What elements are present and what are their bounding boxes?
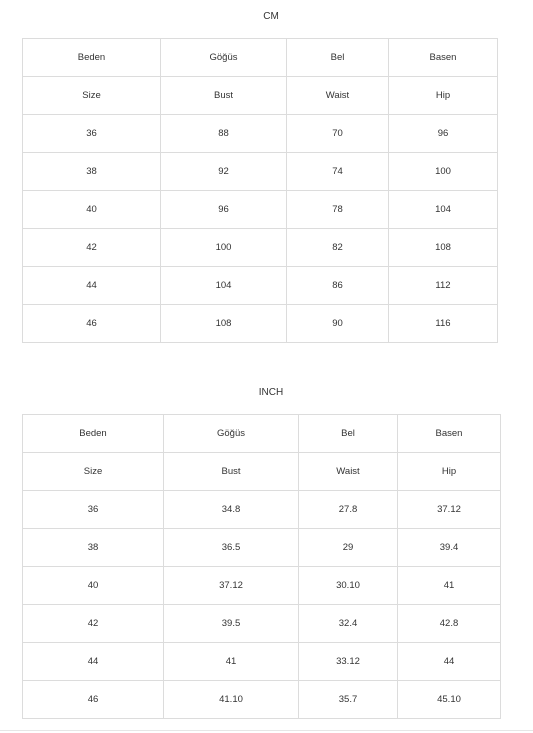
cm-table-row: [23, 267, 498, 305]
inch-table-cell: 35.7: [299, 681, 398, 719]
inch-table-cell: 27.8: [299, 491, 398, 529]
cm-section-title: CM: [263, 11, 279, 22]
cm-table-cell: 90: [287, 305, 389, 343]
inch-table-cell: Bust: [164, 453, 299, 491]
inch-table-cell: 45.10: [398, 681, 501, 719]
inch-table-cell: 42.8: [398, 605, 501, 643]
cm-table-cell: Beden: [23, 39, 161, 77]
inch-table-cell: 37.12: [164, 567, 299, 605]
inch-table-cell: 30.10: [299, 567, 398, 605]
inch-table-cell: 40: [23, 567, 164, 605]
inch-table-cell: 42: [23, 605, 164, 643]
inch-table-cell: Hip: [398, 453, 501, 491]
cm-table-row: [23, 39, 498, 77]
cm-table-row: [23, 153, 498, 191]
inch-table-cell: 46: [23, 681, 164, 719]
cm-table-row: [23, 77, 498, 115]
cm-table-cell: 46: [23, 305, 161, 343]
cm-table-cell: 96: [161, 191, 287, 229]
cm-table-cell: Size: [23, 77, 161, 115]
inch-table-cell: 44: [398, 643, 501, 681]
cm-table-cell: 92: [161, 153, 287, 191]
inch-table-cell: 32.4: [299, 605, 398, 643]
inch-table-cell: 41: [164, 643, 299, 681]
cm-table-cell: 40: [23, 191, 161, 229]
inch-section-title: INCH: [258, 387, 284, 398]
cm-table-row: [23, 305, 498, 343]
inch-table-cell: 36: [23, 491, 164, 529]
inch-table-cell: Size: [23, 453, 164, 491]
inch-table-row: [23, 491, 501, 529]
cm-table-cell: Waist: [287, 77, 389, 115]
cm-table-cell: 108: [389, 229, 498, 267]
inch-table-cell: 37.12: [398, 491, 501, 529]
inch-table-row: [23, 415, 501, 453]
inch-table-cell: 34.8: [164, 491, 299, 529]
cm-size-table: [22, 38, 498, 343]
cm-table-cell: 82: [287, 229, 389, 267]
inch-table-row: [23, 643, 501, 681]
inch-table-cell: Basen: [398, 415, 501, 453]
inch-table-cell: 44: [23, 643, 164, 681]
inch-table-cell: 39.4: [398, 529, 501, 567]
cm-table-row: [23, 229, 498, 267]
cm-table-cell: 42: [23, 229, 161, 267]
inch-table-row: [23, 681, 501, 719]
cm-table-cell: 116: [389, 305, 498, 343]
inch-table-cell: Beden: [23, 415, 164, 453]
inch-table-row: [23, 567, 501, 605]
cm-table-cell: 86: [287, 267, 389, 305]
cm-table-cell: 100: [161, 229, 287, 267]
cm-table-cell: 108: [161, 305, 287, 343]
bottom-divider: [0, 730, 533, 731]
inch-table-cell: 36.5: [164, 529, 299, 567]
cm-table-cell: 44: [23, 267, 161, 305]
cm-table-cell: Bel: [287, 39, 389, 77]
cm-table-cell: Hip: [389, 77, 498, 115]
inch-size-table: [22, 414, 501, 719]
cm-table-row: [23, 191, 498, 229]
cm-table-row: [23, 115, 498, 153]
inch-table-row: [23, 453, 501, 491]
cm-table-cell: Göğüs: [161, 39, 287, 77]
inch-table-row: [23, 529, 501, 567]
cm-table-cell: 96: [389, 115, 498, 153]
inch-table-cell: 41.10: [164, 681, 299, 719]
cm-table-cell: Basen: [389, 39, 498, 77]
inch-table-cell: Göğüs: [164, 415, 299, 453]
inch-table-cell: Waist: [299, 453, 398, 491]
inch-table-cell: 39.5: [164, 605, 299, 643]
inch-table-cell: 29: [299, 529, 398, 567]
inch-table-row: [23, 605, 501, 643]
cm-table-cell: 36: [23, 115, 161, 153]
cm-table-cell: 104: [389, 191, 498, 229]
cm-table-cell: 74: [287, 153, 389, 191]
cm-table-cell: 112: [389, 267, 498, 305]
inch-table-cell: 38: [23, 529, 164, 567]
inch-table-cell: Bel: [299, 415, 398, 453]
cm-table-cell: 88: [161, 115, 287, 153]
inch-table-cell: 33.12: [299, 643, 398, 681]
cm-table-cell: 70: [287, 115, 389, 153]
cm-table-cell: Bust: [161, 77, 287, 115]
cm-table-cell: 100: [389, 153, 498, 191]
cm-table-cell: 78: [287, 191, 389, 229]
cm-table-cell: 38: [23, 153, 161, 191]
inch-table-cell: 41: [398, 567, 501, 605]
cm-table-cell: 104: [161, 267, 287, 305]
